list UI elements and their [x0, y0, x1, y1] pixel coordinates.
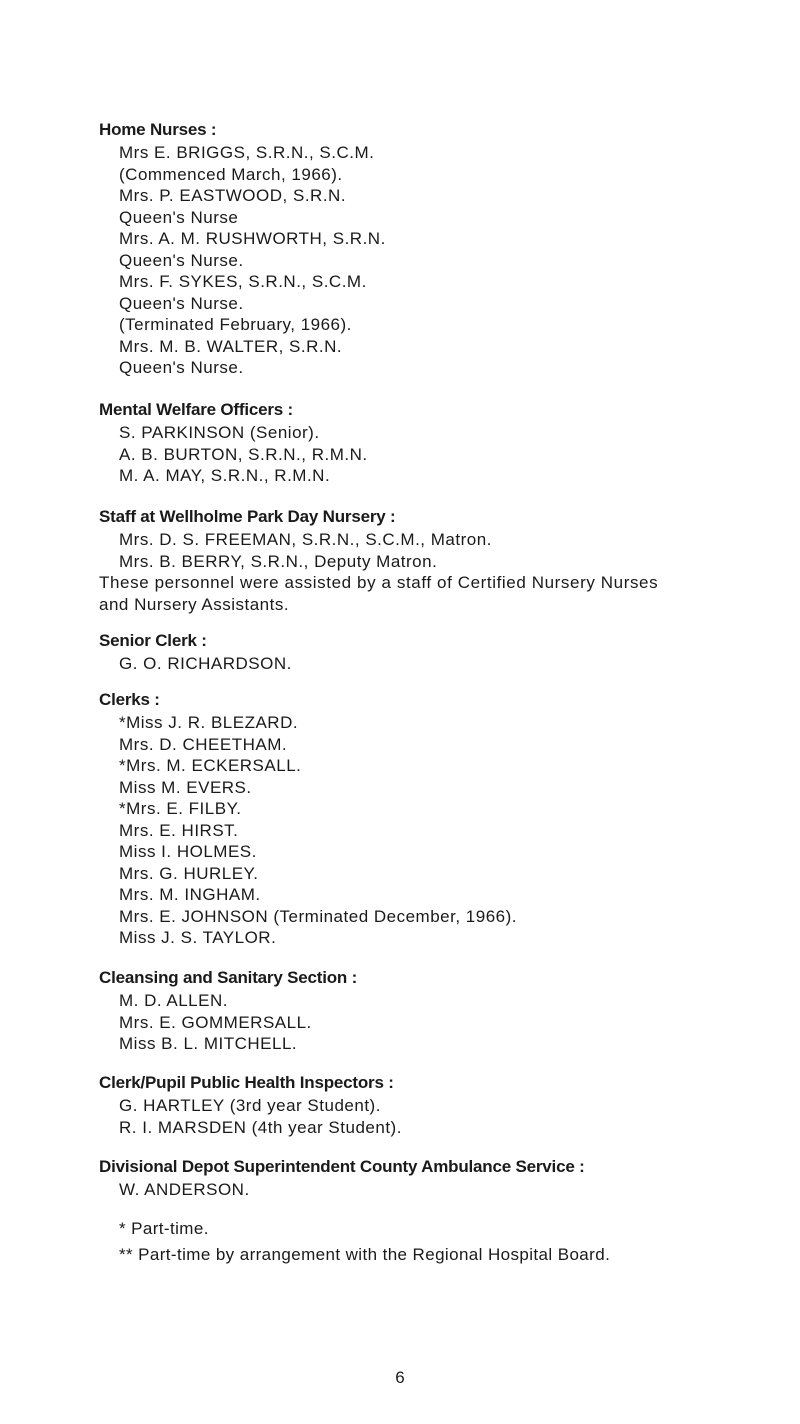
nursery-staff-line: Mrs. D. S. FREEMAN, S.R.N., S.C.M., Matron.	[119, 530, 492, 549]
home-nurse-line: Queen's Nurse.	[119, 250, 244, 270]
pupil-inspectors-heading: Clerk/Pupil Public Health Inspectors :	[99, 1073, 394, 1092]
nursery-note-line: and Nursery Assistants.	[99, 594, 290, 614]
home-nurse-line: (Commenced March, 1966).	[119, 164, 343, 184]
home-nurse-line: Mrs. M. B. WALTER, S.R.N.	[119, 336, 343, 356]
clerk-line: *Mrs. E. FILBY.	[119, 799, 242, 818]
senior-clerk-section	[99, 629, 790, 675]
page-number: 6	[395, 1368, 405, 1387]
nursery-staff-line: Mrs. B. BERRY, S.R.N., Deputy Matron.	[119, 551, 438, 571]
cleansing-line: M. D. ALLEN.	[119, 991, 228, 1010]
ambulance-section	[99, 1155, 790, 1201]
clerk-line: Miss M. EVERS.	[119, 777, 252, 797]
clerk-line: Mrs. E. HIRST.	[119, 820, 239, 840]
pupil-inspectors-section	[99, 1071, 790, 1138]
home-nurse-line: Mrs. A. M. RUSHWORTH, S.R.N.	[119, 229, 386, 248]
mental-welfare-section	[99, 398, 790, 487]
clerk-line: Miss I. HOLMES.	[119, 842, 257, 861]
ambulance-line: W. ANDERSON.	[119, 1180, 250, 1199]
home-nurses-section	[99, 118, 790, 379]
mental-welfare-line: S. PARKINSON (Senior).	[119, 423, 320, 442]
footnote-hospital-board: ** Part-time by arrangement with the Regional Hospital Board.	[119, 1245, 611, 1264]
cleansing-section	[99, 966, 790, 1055]
clerk-line: Mrs. M. INGHAM.	[119, 885, 261, 904]
home-nurse-line: Mrs. F. SYKES, S.R.N., S.C.M.	[119, 272, 367, 291]
clerks-heading: Clerks :	[99, 690, 160, 709]
clerk-line: Mrs. E. JOHNSON (Terminated December, 1966).	[119, 906, 518, 926]
home-nurse-line: Queen's Nurse	[119, 207, 239, 227]
home-nurses-heading: Home Nurses :	[99, 120, 217, 139]
senior-clerk-heading: Senior Clerk :	[99, 631, 207, 650]
cleansing-heading: Cleansing and Sanitary Section :	[99, 968, 358, 987]
home-nurse-line: (Terminated February, 1966).	[119, 315, 352, 334]
nursery-staff-heading: Staff at Wellholme Park Day Nursery :	[99, 507, 396, 526]
nursery-note-line: These personnel were assisted by a staff of Certified Nursery Nurses	[99, 573, 659, 592]
home-nurse-line: Mrs. P. EASTWOOD, S.R.N.	[119, 186, 347, 205]
senior-clerk-line: G. O. RICHARDSON.	[119, 654, 292, 673]
clerk-line: *Miss J. R. BLEZARD.	[119, 713, 299, 732]
pupil-inspector-line: R. I. MARSDEN (4th year Student).	[119, 1117, 402, 1137]
cleansing-line: Mrs. E. GOMMERSALL.	[119, 1012, 312, 1032]
clerk-line: *Mrs. M. ECKERSALL.	[119, 756, 302, 775]
pupil-inspector-line: G. HARTLEY (3rd year Student).	[119, 1096, 381, 1115]
mental-welfare-line: A. B. BURTON, S.R.N., R.M.N.	[119, 444, 368, 464]
home-nurse-line: Queen's Nurse.	[119, 293, 244, 313]
cleansing-line: Miss B. L. MITCHELL.	[119, 1034, 298, 1053]
mental-welfare-heading: Mental Welfare Officers :	[99, 400, 294, 419]
home-nurse-line: Mrs E. BRIGGS, S.R.N., S.C.M.	[119, 143, 375, 162]
nursery-staff-section	[99, 505, 790, 615]
mental-welfare-line: M. A. MAY, S.R.N., R.M.N.	[119, 466, 331, 485]
ambulance-heading: Divisional Depot Superintendent County Ambulance Service :	[99, 1157, 585, 1176]
footnote-part-time: * Part-time.	[119, 1219, 209, 1238]
home-nurse-line: Queen's Nurse.	[119, 358, 244, 377]
clerk-line: Miss J. S. TAYLOR.	[119, 928, 277, 947]
clerk-line: Mrs. D. CHEETHAM.	[119, 734, 288, 754]
clerks-section	[99, 688, 790, 949]
clerk-line: Mrs. G. HURLEY.	[119, 863, 259, 883]
